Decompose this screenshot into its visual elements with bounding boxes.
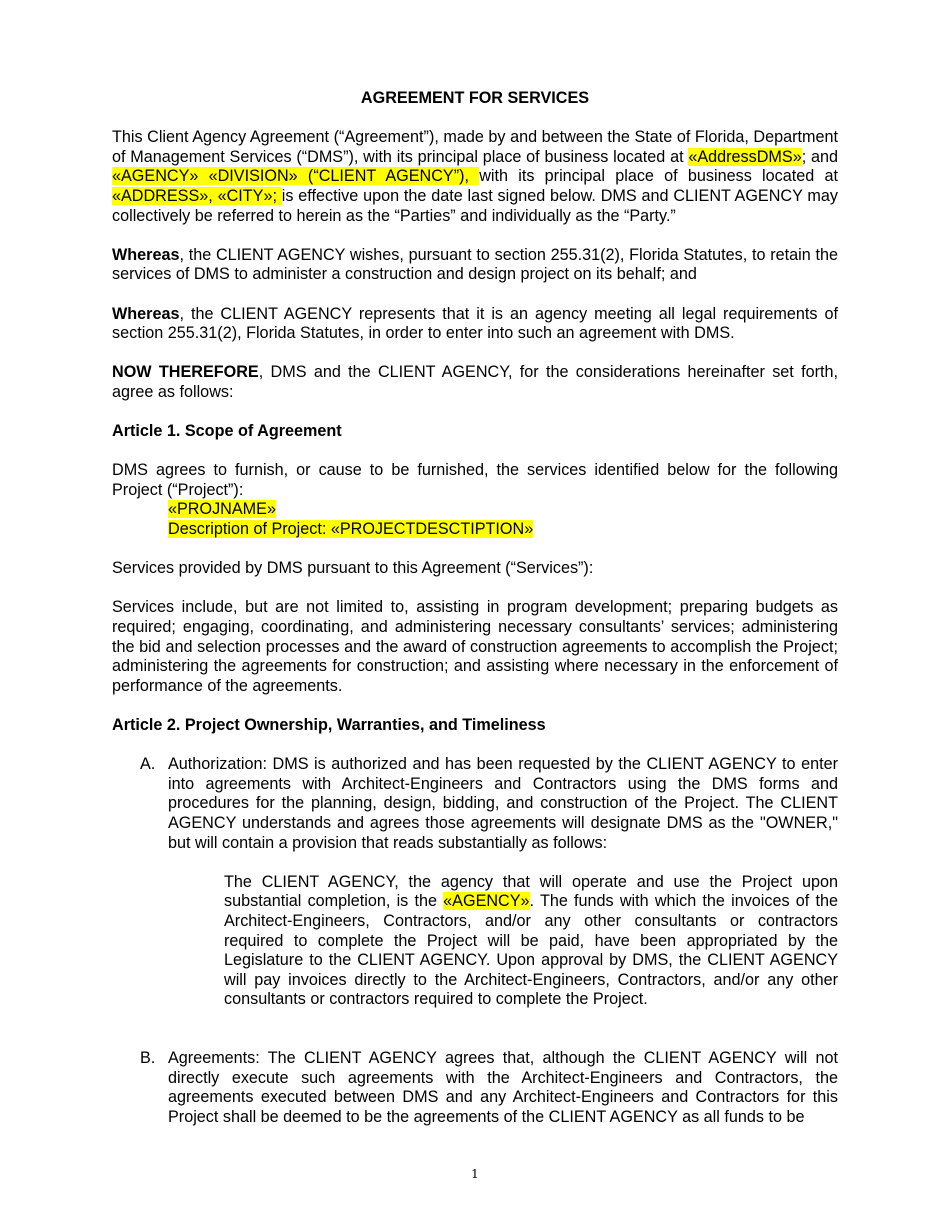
document-body <box>112 89 838 1127</box>
quote-text-1: The CLIENT AGENCY, the agency that will operate and use the Project upon substantial completion, is the <box>224 872 838 911</box>
article-2-item-b <box>112 1049 838 1127</box>
item-marker: A. <box>140 755 156 774</box>
document-title: AGREEMENT FOR SERVICES <box>360 89 590 107</box>
services-paragraph: Services include, but are not limited to, assisting in program development; preparing budgets as required; engaging, coordinating, and administering necessary consultants’ services; administering the bid and selection processes and the award of construction agreements to accomplish the Project; administering the agreements for construction; and assisting where necessary in the enforcement of performance of the agreements. <box>112 598 838 695</box>
intro-text-1: This Client Agency Agreement (“Agreement”), made by and between the State of Florida, Department of Management Services (“DMS”), with its principal place of business located at <box>112 128 838 166</box>
quote-text-2: . The funds with which the invoices of the Architect-Engineers, Contractors, and/or any other consultants or contractors required to complete the Project will be paid, have been appropriated by the Legislature to the CLIENT AGENCY. Upon approval by DMS, the CLIENT AGENCY will pay invoices directly to the Architect-Engineers, Contractors, and/or any other consultants or contractors required to complete the Project. <box>224 892 838 1009</box>
project-fields <box>168 500 838 539</box>
field-address-city: «ADDRESS», «CITY»; <box>112 186 282 205</box>
intro-text-4: is effective upon the date last signed below. DMS and CLIENT AGENCY may collectively be referred to herein as the “Parties” and individually as the “Party.” <box>112 186 838 225</box>
now-therefore-label: NOW THEREFORE <box>112 363 259 382</box>
whereas-text: , the CLIENT AGENCY wishes, pursuant to section 255.31(2), Florida Statutes, to retain the services of DMS to administer a construction and design project on its behalf; and <box>112 245 838 284</box>
whereas-label: Whereas <box>112 304 180 323</box>
intro-text-3: with its principal place of business located at <box>479 167 838 186</box>
now-therefore-text: , DMS and the CLIENT AGENCY, for the considerations hereinafter set forth, agree as follows: <box>112 363 839 401</box>
article-1-paragraph-1: DMS agrees to furnish, or cause to be furnished, the services identified below for the following Project (“Project”): <box>112 461 838 499</box>
item-text: Agreements: The CLIENT AGENCY agrees that, although the CLIENT AGENCY will not directly execute such agreements with the Architect-Engineers and Contractors, the agreements executed between DMS and any Architect-Engineers and Contractors for this Project shall be deemed to be the agreements of the CLIENT AGENCY as all funds to be <box>168 1049 838 1126</box>
field-project-description: Description of Project: «PROJECTDESCTIPTION» <box>168 520 534 539</box>
intro-paragraph <box>112 128 838 226</box>
services-intro: Services provided by DMS pursuant to this Agreement (“Services”): <box>112 559 594 578</box>
intro-text-2: ; and <box>801 147 838 166</box>
whereas-paragraph-1 <box>112 246 838 285</box>
now-therefore-paragraph <box>112 363 838 402</box>
article-2-item-a <box>112 755 838 853</box>
field-address-dms: «AddressDMS» <box>688 147 802 166</box>
whereas-text: , the CLIENT AGENCY represents that it is an agency meeting all legal requirements of section 255.31(2), Florida Statutes, in order to enter into such an agreement with DMS. <box>112 304 838 343</box>
field-project-name: «PROJNAME» <box>168 500 276 519</box>
article-2-heading: Article 2. Project Ownership, Warranties, and Timeliness <box>112 716 546 734</box>
whereas-label: Whereas <box>112 245 180 264</box>
item-marker: B. <box>140 1049 156 1068</box>
whereas-paragraph-2 <box>112 305 838 344</box>
page-number: 1 <box>471 1167 479 1181</box>
quoted-provision <box>224 873 838 1010</box>
field-agency-division: «AGENCY» «DIVISION» (“CLIENT AGENCY”), <box>112 167 480 186</box>
field-agency: «AGENCY» <box>443 892 530 911</box>
article-1-heading: Article 1. Scope of Agreement <box>112 422 342 441</box>
item-text: Authorization: DMS is authorized and has been requested by the CLIENT AGENCY to enter into agreements with Architect-Engineers and Contractors using the DMS forms and procedures for the planning, design, bidding, and construction of the Project. The CLIENT AGENCY understands and agrees those agreements will designate DMS as the "OWNER," but will contain a provision that reads substantially as follows: <box>168 755 838 852</box>
